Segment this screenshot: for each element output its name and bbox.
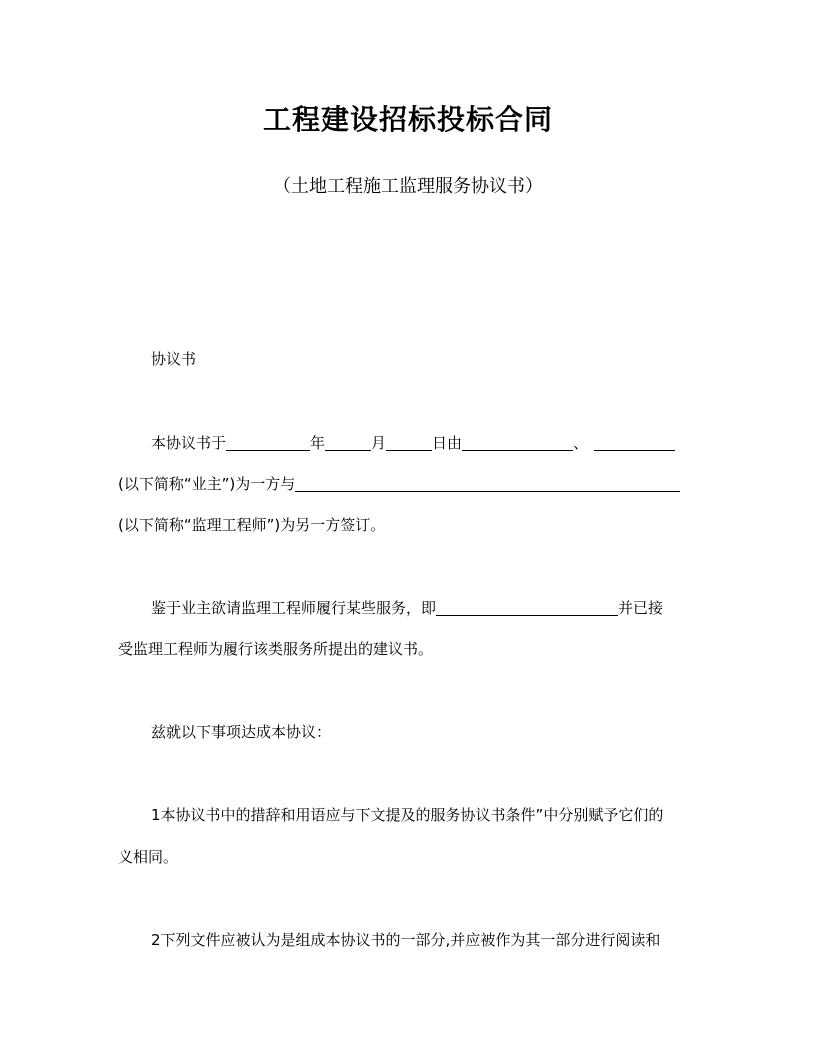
services-blank[interactable] (436, 598, 618, 616)
month-blank[interactable] (325, 433, 371, 451)
clause-1-line-2: 义相同。 (118, 848, 179, 866)
agreement-date-line (151, 433, 675, 453)
text-services-suffix: 并已接 (618, 599, 664, 617)
document-subtitle: （土地工程施工监理服务协议书） (273, 176, 543, 197)
clause-1-line-1: 1本协议书中的措辞和用语应与下文提及的服务协议书条件”中分别赋予它们的 (151, 806, 664, 824)
owner-name-blank[interactable] (462, 433, 573, 451)
day-blank[interactable] (386, 433, 432, 451)
section-heading: 协议书 (151, 350, 197, 368)
owner-name-blank-2[interactable] (594, 433, 675, 451)
engineer-name-blank[interactable] (295, 474, 680, 492)
text-separator: 、 (573, 434, 589, 452)
services-line (151, 598, 663, 618)
text-owner-abbr: (以下简称“业主”)为一方与 (118, 475, 296, 493)
text-services-prefix: 鉴于业主欲请监理工程师履行某些服务，即 (151, 599, 437, 617)
text-month: 月 (371, 434, 387, 452)
text-year: 年 (310, 434, 326, 452)
text-day-by: 日由 (432, 434, 463, 452)
owner-party-line (118, 474, 680, 494)
engineer-party-line: (以下简称“监理工程师”)为另一方签订。 (118, 516, 386, 534)
year-blank[interactable] (226, 433, 310, 451)
text-intro: 本协议书于 (151, 434, 227, 452)
clause-2-line-1: 2下列文件应被认为是组成本协议书的一部分,并应被作为其一部分进行阅读和 (151, 931, 661, 949)
agreement-intro: 兹就以下事项达成本协议： (151, 723, 332, 741)
services-line-2: 受监理工程师为履行该类服务所提出的建议书。 (118, 640, 434, 658)
document-title: 工程建设招标投标合同 (262, 103, 553, 136)
